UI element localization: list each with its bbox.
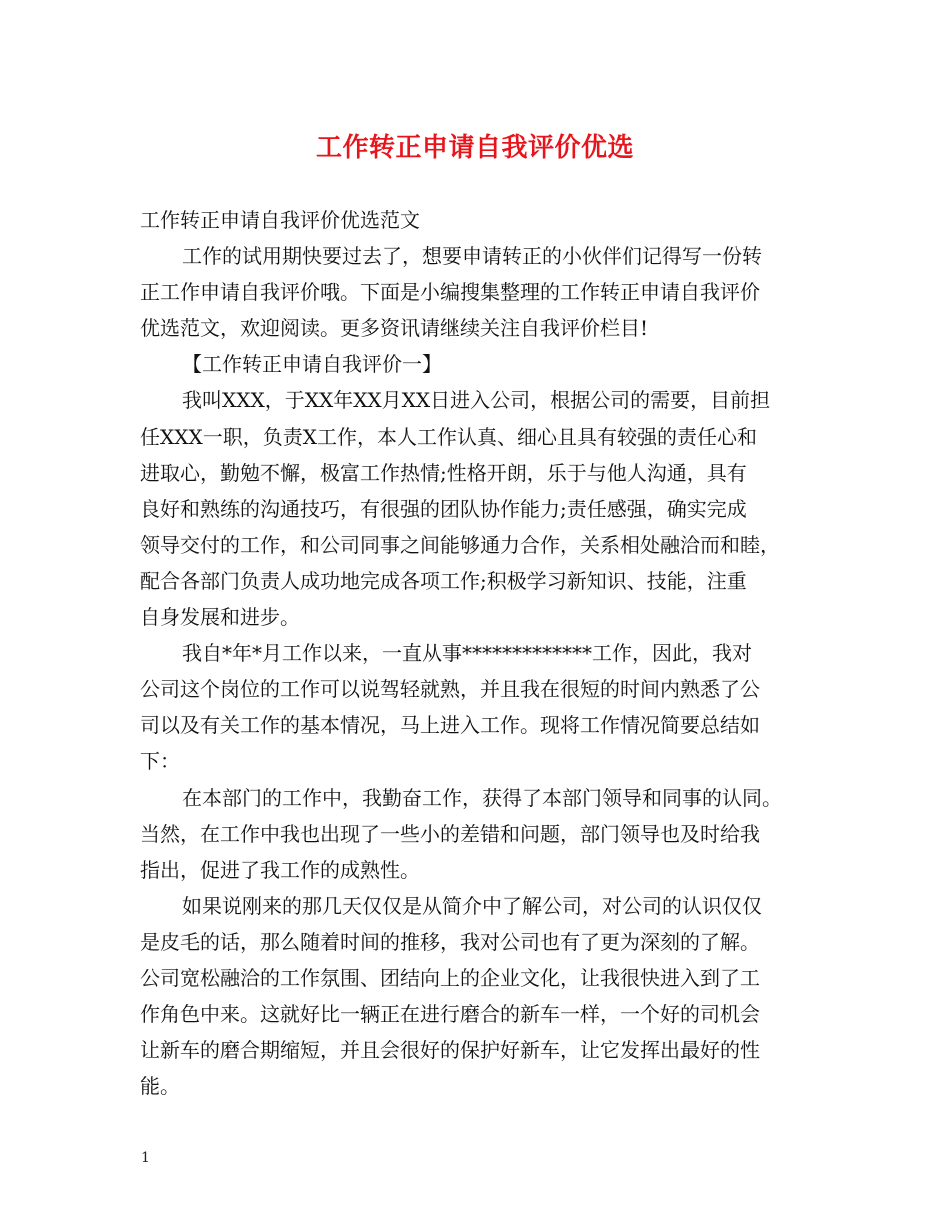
- paragraph-line: 我自*年*月工作以来，一直从事*************工作，因此，我对: [182, 641, 752, 666]
- paragraph-line: 能。: [140, 1074, 180, 1099]
- intro-line: 优选范文，欢迎阅读。更多资讯请继续关注自我评价栏目!: [140, 316, 649, 341]
- paragraph-line: 公司这个岗位的工作可以说驾轻就熟，并且我在很短的时间内熟悉了公: [140, 677, 760, 702]
- document-subtitle: 工作转正申请自我评价优选范文: [140, 208, 420, 232]
- paragraph-line: 任XXX一职，负责X工作，本人工作认真、细心且具有较强的责任心和: [140, 424, 757, 449]
- paragraph-line: 下：: [140, 749, 180, 774]
- paragraph-line: 配合各部门负责人成功地完成各项工作;积极学习新知识、技能，注重: [140, 568, 747, 593]
- paragraph-line: 让新车的磨合期缩短，并且会很好的保护好新车，让它发挥出最好的性: [140, 1038, 760, 1063]
- paragraph-line: 作角色中来。这就好比一辆正在进行磨合的新车一样，一个好的司机会: [140, 1002, 760, 1027]
- paragraph-line: 公司宽松融洽的工作氛围、团结向上的企业文化，让我很快进入到了工: [140, 965, 760, 990]
- intro-line: 正工作申请自我评价哦。下面是小编搜集整理的工作转正申请自我评价: [140, 280, 760, 305]
- document-body: [140, 202, 816, 1104]
- section-heading: 【工作转正申请自我评价一】: [182, 352, 442, 377]
- document-title: 工作转正申请自我评价优选: [315, 133, 634, 163]
- paragraph-line: 当然，在工作中我也出现了一些小的差错和问题，部门领导也及时给我: [140, 821, 760, 846]
- paragraph-line: 指出，促进了我工作的成熟性。: [140, 857, 420, 882]
- intro-line: 工作的试用期快要过去了，想要申请转正的小伙伴们记得写一份转: [182, 244, 762, 269]
- page-number: 1: [141, 1150, 150, 1166]
- paragraph-line: 良好和熟练的沟通技巧，有很强的团队协作能力;责任感强，确实完成: [140, 496, 747, 521]
- paragraph-line: 自身发展和进步。: [140, 605, 300, 630]
- paragraph-line: 在本部门的工作中，我勤奋工作，获得了本部门领导和同事的认同。: [182, 785, 782, 810]
- paragraph-line: 是皮毛的话，那么随着时间的推移，我对公司也有了更为深刻的了解。: [140, 929, 760, 954]
- paragraph-line: 进取心，勤勉不懈，极富工作热情;性格开朗，乐于与他人沟通，具有: [140, 460, 747, 485]
- paragraph-line: 领导交付的工作，和公司同事之间能够通力合作，关系相处融洽而和睦，: [140, 532, 780, 557]
- paragraph-line: 如果说刚来的那几天仅仅是从简介中了解公司，对公司的认识仅仅: [182, 893, 762, 918]
- paragraph-line: 我叫XXX，于XX年XX月XX日进入公司，根据公司的需要，目前担: [182, 388, 771, 413]
- paragraph-line: 司以及有关工作的基本情况，马上进入工作。现将工作情况简要总结如: [140, 713, 760, 738]
